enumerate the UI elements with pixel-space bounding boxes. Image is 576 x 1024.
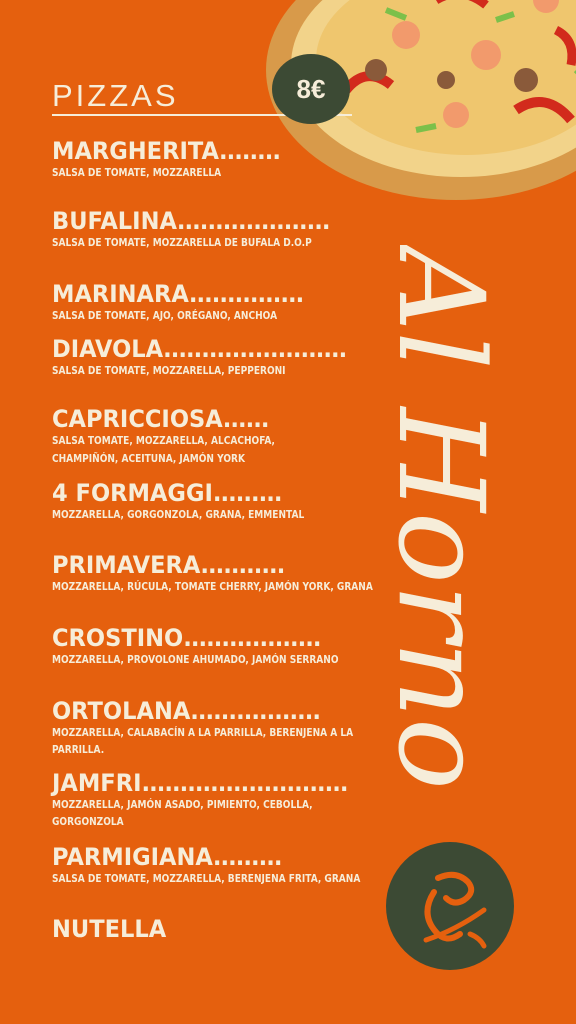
menu-item: [52, 916, 174, 942]
brand-logo-badge: [386, 842, 514, 970]
item-name: JAMFRI...........................: [52, 769, 348, 797]
item-name: MARGHERITA........: [52, 137, 280, 165]
item-description: SALSA TOMATE, MOZZARELLA, ALCACHOFA,: [52, 435, 275, 447]
item-name: ORTOLANA.................: [52, 697, 321, 725]
menu-item: [52, 480, 345, 524]
item-description: SALSA DE TOMATE, MOZZARELLA, PEPPERONI: [52, 365, 286, 377]
item-name: CAPRICCIOSA......: [52, 405, 269, 433]
item-description: MOZZARELLA, JAMÓN ASADO, PIMIENTO, CEBOLLA, GORGONZOLA: [52, 799, 313, 828]
item-description: MOZZARELLA, PROVOLONE AHUMADO, JAMÓN SERRANO: [52, 654, 339, 666]
item-description: SALSA DE TOMATE, MOZZARELLA: [52, 167, 222, 179]
price-badge: 8€: [272, 54, 350, 124]
item-name: DIAVOLA........................: [52, 335, 347, 363]
menu-item: [52, 406, 311, 468]
item-description: SALSA DE TOMATE, AJO, ORÉGANO, ANCHOA: [52, 310, 278, 322]
item-name: 4 FORMAGGI.........: [52, 479, 282, 507]
item-description: MOZZARELLA, RÚCULA, TOMATE CHERRY, JAMÓN YORK, GRANA: [52, 581, 373, 593]
section-title: PIZZAS: [52, 78, 179, 113]
item-name: BUFALINA....................: [52, 207, 330, 235]
item-name: PARMIGIANA.........: [52, 843, 282, 871]
item-name: MARINARA...............: [52, 280, 304, 308]
brand-script-logo: [330, 245, 530, 805]
item-name: CROSTINO..................: [52, 624, 321, 652]
menu-item: [52, 138, 295, 182]
item-name: PRIMAVERA...........: [52, 551, 285, 579]
item-description: MOZZARELLA, GORGONZOLA, GRANA, EMMENTAL: [52, 509, 305, 521]
item-name: NUTELLA: [52, 915, 167, 943]
logo-mark-icon: [386, 842, 514, 970]
menu-item: [52, 336, 365, 380]
item-description-line2: CHAMPIÑÓN, ACEITUNA, JAMÓN YORK: [52, 453, 245, 465]
item-description: SALSA DE TOMATE, MOZZARELLA DE BUFALA D.O.P: [52, 237, 312, 249]
item-description: MOZZARELLA, CALABACÍN A LA PARRILLA, BERENJENA A LA PARRILLA.: [52, 727, 354, 756]
svg-text:Al Horno: Al Horno: [372, 245, 510, 783]
menu-item: [52, 844, 411, 888]
item-description: SALSA DE TOMATE, MOZZARELLA, BERENJENA FRITA, GRANA: [52, 873, 361, 885]
menu-item: [52, 208, 354, 252]
menu-item: [52, 281, 319, 325]
